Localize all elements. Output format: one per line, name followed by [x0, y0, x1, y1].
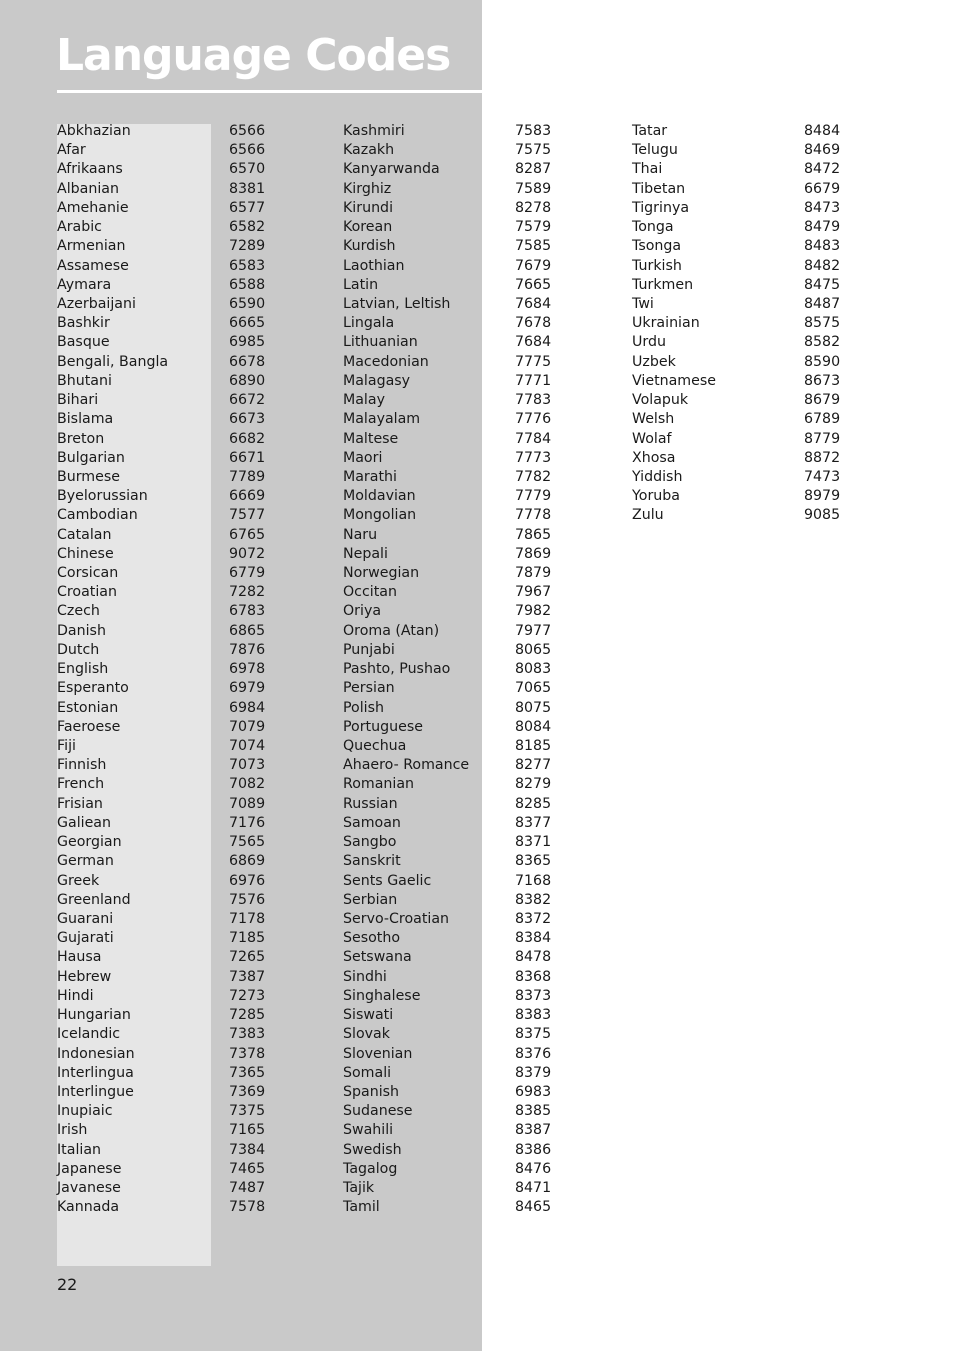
language-name: Twi — [632, 295, 654, 312]
language-name: Laothian — [343, 257, 405, 274]
language-name: Malay — [343, 392, 385, 409]
language-name: Turkish — [632, 257, 682, 274]
language-code: 7782 — [515, 468, 552, 485]
language-code: 6671 — [229, 449, 266, 466]
language-name: Inupiaic — [57, 1103, 113, 1120]
language-name: Samoan — [343, 814, 401, 831]
language-name: Nepali — [343, 545, 388, 562]
language-code: 8381 — [229, 180, 266, 197]
language-code: 8385 — [515, 1103, 552, 1120]
language-name: Portuguese — [343, 718, 423, 735]
language-code: 8465 — [515, 1199, 552, 1216]
language-code: 7383 — [229, 1026, 266, 1043]
language-code: 7565 — [229, 834, 266, 851]
language-name: Spanish — [343, 1083, 400, 1100]
language-code: 8372 — [515, 910, 552, 927]
language-name: Persian — [343, 680, 395, 697]
language-code: 7165 — [229, 1122, 266, 1139]
language-code: 6983 — [515, 1083, 552, 1100]
language-code: 8386 — [515, 1141, 552, 1158]
language-name: Sindhi — [343, 968, 387, 985]
language-code: 6566 — [229, 142, 266, 159]
language-name: Mongolian — [343, 507, 417, 524]
language-code: 7783 — [515, 392, 552, 409]
language-code: 7285 — [229, 1007, 266, 1024]
language-name: Afrikaans — [57, 161, 123, 178]
language-code: 7776 — [515, 411, 552, 428]
language-name: Tibetan — [632, 180, 686, 197]
language-code: 8484 — [804, 123, 841, 139]
language-name: Bhutani — [57, 372, 112, 389]
language-code: 8383 — [515, 1007, 552, 1024]
language-name: Lithuanian — [343, 334, 418, 351]
language-name: Tajik — [343, 1180, 375, 1197]
language-code: 8083 — [515, 661, 552, 678]
language-name: Sangbo — [343, 834, 397, 851]
language-code: 7365 — [229, 1064, 266, 1081]
language-name: Russian — [343, 795, 398, 812]
language-name: Maltese — [343, 430, 399, 447]
language-name: Telugu — [632, 142, 678, 159]
language-code: 6588 — [229, 276, 266, 293]
language-code: 8478 — [515, 949, 552, 966]
language-name: Breton — [57, 430, 105, 447]
language-code: 7779 — [515, 488, 552, 505]
language-name: Japanese — [57, 1160, 122, 1177]
language-code: 7176 — [229, 814, 266, 831]
language-name: Malayalam — [343, 411, 421, 428]
language-code: 6783 — [229, 603, 266, 620]
language-code: 7583 — [515, 123, 552, 139]
language-code: 7369 — [229, 1083, 266, 1100]
language-name: English — [57, 661, 109, 678]
language-code: 8673 — [804, 372, 841, 389]
language-name: Occitan — [343, 584, 397, 601]
language-name: Javanese — [57, 1180, 121, 1197]
language-name: Somali — [343, 1064, 392, 1081]
language-name: Hungarian — [57, 1007, 131, 1024]
language-code: 7289 — [229, 238, 266, 255]
language-name: Tigrinya — [632, 199, 690, 216]
language-code: 6566 — [229, 123, 266, 139]
language-code: 8373 — [515, 987, 552, 1004]
language-name: Esperanto — [57, 680, 129, 697]
language-code: 8472 — [804, 161, 841, 178]
language-code: 8590 — [804, 353, 841, 370]
language-code: 8476 — [515, 1160, 552, 1177]
language-code: 8582 — [804, 334, 841, 351]
language-name: Gujarati — [57, 930, 114, 947]
language-code: 8379 — [515, 1064, 552, 1081]
language-code: 8779 — [804, 430, 841, 447]
language-code: 8376 — [515, 1045, 552, 1062]
language-name: Indonesian — [57, 1045, 135, 1062]
language-name: Amehanie — [57, 199, 129, 216]
language-name: Sents Gaelic — [343, 872, 432, 889]
language-code: 6583 — [229, 257, 266, 274]
language-code: 6590 — [229, 295, 266, 312]
language-code: 7089 — [229, 795, 266, 812]
language-code: 7185 — [229, 930, 266, 947]
language-code: 7775 — [515, 353, 552, 370]
language-name: Moldavian — [343, 488, 416, 505]
language-code: 7282 — [229, 584, 266, 601]
language-name: Kurdish — [343, 238, 396, 255]
language-name: Malagasy — [343, 372, 411, 389]
language-code: 7977 — [515, 622, 552, 639]
language-name: Siswati — [343, 1007, 394, 1024]
language-code: 8469 — [804, 142, 841, 159]
language-name: Xhosa — [632, 449, 676, 466]
language-name: French — [57, 776, 105, 793]
language-name: Kanyarwanda — [343, 161, 440, 178]
language-code: 7585 — [515, 238, 552, 255]
language-name: Uzbek — [632, 353, 676, 370]
language-name: Sanskrit — [343, 853, 401, 870]
language-code: 8475 — [804, 276, 841, 293]
language-name: Finnish — [57, 757, 107, 774]
language-name: Arabic — [57, 219, 102, 236]
language-code: 6978 — [229, 661, 266, 678]
language-name: Slovak — [343, 1026, 390, 1043]
language-code: 7771 — [515, 372, 552, 389]
language-code: 7576 — [229, 891, 266, 908]
language-code: 8185 — [515, 738, 552, 754]
language-name: Ahaero- Romance — [343, 757, 470, 774]
language-name: Tagalog — [343, 1160, 398, 1177]
language-name: Servo-Croatian — [343, 910, 450, 927]
language-code: 7784 — [515, 430, 552, 447]
language-name: Interlingue — [57, 1083, 134, 1100]
language-name: Tatar — [632, 123, 668, 139]
language-code: 6682 — [229, 430, 266, 447]
language-name: Norwegian — [343, 565, 420, 582]
language-name: Wolaf — [632, 430, 672, 447]
language-code: 8287 — [515, 161, 552, 178]
language-code: 7073 — [229, 757, 266, 774]
language-code: 6985 — [229, 334, 266, 351]
language-code: 7082 — [229, 776, 266, 793]
language-code: 6582 — [229, 219, 266, 236]
language-code: 7375 — [229, 1103, 266, 1120]
language-code: 7378 — [229, 1045, 266, 1062]
language-name: Swedish — [343, 1141, 402, 1158]
language-code: 7577 — [229, 507, 266, 524]
language-name: Afar — [57, 142, 86, 159]
language-name: Romanian — [343, 776, 415, 793]
language-code: 7079 — [229, 718, 266, 735]
language-name: Bislama — [57, 411, 114, 428]
language-name: Burmese — [57, 468, 120, 485]
language-code: 7778 — [515, 507, 552, 524]
language-name: Galiean — [57, 814, 111, 831]
language-code: 8482 — [804, 257, 841, 274]
language-code: 7876 — [229, 641, 266, 658]
language-name: Maori — [343, 449, 383, 466]
language-code: 6779 — [229, 565, 266, 582]
language-code: 8377 — [515, 814, 552, 831]
language-code: 7879 — [515, 565, 552, 582]
language-name: Guarani — [57, 910, 114, 927]
language-name: Slovenian — [343, 1045, 413, 1062]
language-name: Frisian — [57, 795, 103, 812]
language-name: Serbian — [343, 891, 398, 908]
language-name: Thai — [632, 161, 663, 178]
language-name: Croatian — [57, 584, 117, 601]
language-name: Irish — [57, 1122, 88, 1139]
language-name: Bihari — [57, 392, 99, 409]
language-code: 6869 — [229, 853, 266, 870]
language-code: 7869 — [515, 545, 552, 562]
language-name: Albanian — [57, 180, 119, 197]
language-code: 6669 — [229, 488, 266, 505]
language-code: 8387 — [515, 1122, 552, 1139]
language-code: 7578 — [229, 1199, 266, 1216]
language-code: 7679 — [515, 257, 552, 274]
language-code: 7168 — [515, 872, 552, 889]
language-name: Quechua — [343, 738, 407, 754]
language-name: Icelandic — [57, 1026, 121, 1043]
language-name: Faeroese — [57, 718, 121, 735]
language-code: 7967 — [515, 584, 552, 601]
language-name: Macedonian — [343, 353, 429, 370]
page-number: 22 — [57, 1275, 78, 1294]
language-name: Danish — [57, 622, 106, 639]
language-code: 7473 — [804, 468, 841, 485]
language-code: 9072 — [229, 545, 266, 562]
language-code: 7684 — [515, 334, 552, 351]
language-code: 8084 — [515, 718, 552, 735]
language-name: Yiddish — [632, 468, 683, 485]
language-code: 8483 — [804, 238, 841, 255]
language-name: Aymara — [57, 276, 112, 293]
language-name: Kannada — [57, 1199, 120, 1216]
language-code: 7575 — [515, 142, 552, 159]
language-name: Estonian — [57, 699, 119, 716]
language-name: Byelorussian — [57, 488, 148, 505]
language-code: 8371 — [515, 834, 552, 851]
language-name: Polish — [343, 699, 384, 716]
language-name: Naru — [343, 526, 378, 543]
language-name: Basque — [57, 334, 110, 351]
language-code: 7065 — [515, 680, 552, 697]
language-code: 8075 — [515, 699, 552, 716]
language-code: 7982 — [515, 603, 552, 620]
language-code: 8479 — [804, 219, 841, 236]
language-name: Hebrew — [57, 968, 112, 985]
language-code: 8375 — [515, 1026, 552, 1043]
language-code: 6890 — [229, 372, 266, 389]
language-code: 7684 — [515, 295, 552, 312]
language-code: 8471 — [515, 1180, 552, 1197]
language-name: Greenland — [57, 891, 131, 908]
language-name: Zulu — [632, 507, 664, 524]
language-name: Korean — [343, 219, 393, 236]
language-name: Georgian — [57, 834, 122, 851]
language-code: 8365 — [515, 853, 552, 870]
language-code: 6577 — [229, 199, 266, 216]
language-name: Lingala — [343, 315, 395, 332]
language-name: Singhalese — [343, 987, 421, 1004]
language-code: 8278 — [515, 199, 552, 216]
language-name: Urdu — [632, 334, 666, 351]
language-code: 7865 — [515, 526, 552, 543]
language-name: Setswana — [343, 949, 412, 966]
language-code: 7665 — [515, 276, 552, 293]
language-name: Bulgarian — [57, 449, 125, 466]
language-name: Bengali, Bangla — [57, 353, 169, 370]
language-code: 6665 — [229, 315, 266, 332]
language-code: 8279 — [515, 776, 552, 793]
language-name: Catalan — [57, 526, 112, 543]
language-name: Czech — [57, 603, 100, 620]
language-name: Greek — [57, 872, 100, 889]
language-name: Turkmen — [632, 276, 694, 293]
language-code: 6984 — [229, 699, 266, 716]
language-name: Tonga — [632, 219, 674, 236]
language-name: Oriya — [343, 603, 382, 620]
language-name: Azerbaijani — [57, 295, 136, 312]
language-code: 6976 — [229, 872, 266, 889]
language-name: Corsican — [57, 565, 119, 582]
language-code: 7265 — [229, 949, 266, 966]
language-code: 7384 — [229, 1141, 266, 1158]
language-name: Armenian — [57, 238, 126, 255]
language-code: 8473 — [804, 199, 841, 216]
language-name: Tamil — [343, 1199, 380, 1216]
language-code: 7074 — [229, 738, 266, 754]
language-name: Hausa — [57, 949, 102, 966]
language-name: Kashmiri — [343, 123, 405, 139]
language-name: Oroma (Atan) — [343, 622, 440, 639]
language-name: Sudanese — [343, 1103, 413, 1120]
language-code: 8679 — [804, 392, 841, 409]
language-code: 8979 — [804, 488, 841, 505]
language-code: 6865 — [229, 622, 266, 639]
language-name: Punjabi — [343, 641, 395, 658]
language-code: 7678 — [515, 315, 552, 332]
language-name: Pashto, Pushao — [343, 661, 451, 678]
language-name: Chinese — [57, 545, 114, 562]
language-code: 8368 — [515, 968, 552, 985]
language-code: 6570 — [229, 161, 266, 178]
language-code: 7273 — [229, 987, 266, 1004]
language-code: 6789 — [804, 411, 841, 428]
language-name: Ukrainian — [632, 315, 700, 332]
language-code: 8575 — [804, 315, 841, 332]
language-name: Interlingua — [57, 1064, 134, 1081]
language-code: 8487 — [804, 295, 841, 312]
language-code: 7387 — [229, 968, 266, 985]
language-code: 6679 — [804, 180, 841, 197]
language-name: Abkhazian — [57, 123, 131, 139]
language-code: 7789 — [229, 468, 266, 485]
language-code: 6765 — [229, 526, 266, 543]
language-name: Latin — [343, 276, 379, 293]
language-code: 6672 — [229, 392, 266, 409]
language-code: 8277 — [515, 757, 552, 774]
language-name: Latvian, Leltish — [343, 295, 451, 312]
language-name: Hindi — [57, 987, 94, 1004]
language-code: 7773 — [515, 449, 552, 466]
language-code: 8382 — [515, 891, 552, 908]
language-name: German — [57, 853, 114, 870]
language-name: Kirghiz — [343, 180, 392, 197]
language-name: Sesotho — [343, 930, 401, 947]
language-code: 6979 — [229, 680, 266, 697]
language-name: Volapuk — [632, 392, 689, 409]
language-name: Kazakh — [343, 142, 395, 159]
language-name: Bashkir — [57, 315, 110, 332]
language-code: 7178 — [229, 910, 266, 927]
language-name: Fiji — [57, 738, 76, 754]
language-code: 7589 — [515, 180, 552, 197]
language-name: Marathi — [343, 468, 397, 485]
language-name: Yoruba — [632, 488, 680, 505]
language-name: Tsonga — [632, 238, 682, 255]
language-code: 6678 — [229, 353, 266, 370]
language-code: 8285 — [515, 795, 552, 812]
language-name: Assamese — [57, 257, 129, 274]
language-code: 8384 — [515, 930, 552, 947]
language-name: Kirundi — [343, 199, 394, 216]
language-code: 9085 — [804, 507, 841, 524]
language-code: 7579 — [515, 219, 552, 236]
language-code: 8065 — [515, 641, 552, 658]
language-name: Dutch — [57, 641, 100, 658]
language-code: 7487 — [229, 1180, 266, 1197]
language-name: Italian — [57, 1141, 102, 1158]
language-code: 8872 — [804, 449, 841, 466]
language-name: Cambodian — [57, 507, 138, 524]
language-name: Vietnamese — [632, 372, 716, 389]
title-divider — [57, 90, 482, 93]
language-name: Swahili — [343, 1122, 394, 1139]
language-code: 7465 — [229, 1160, 266, 1177]
language-name: Welsh — [632, 411, 675, 428]
page-title: Language Codes — [56, 30, 451, 81]
language-code: 6673 — [229, 411, 266, 428]
